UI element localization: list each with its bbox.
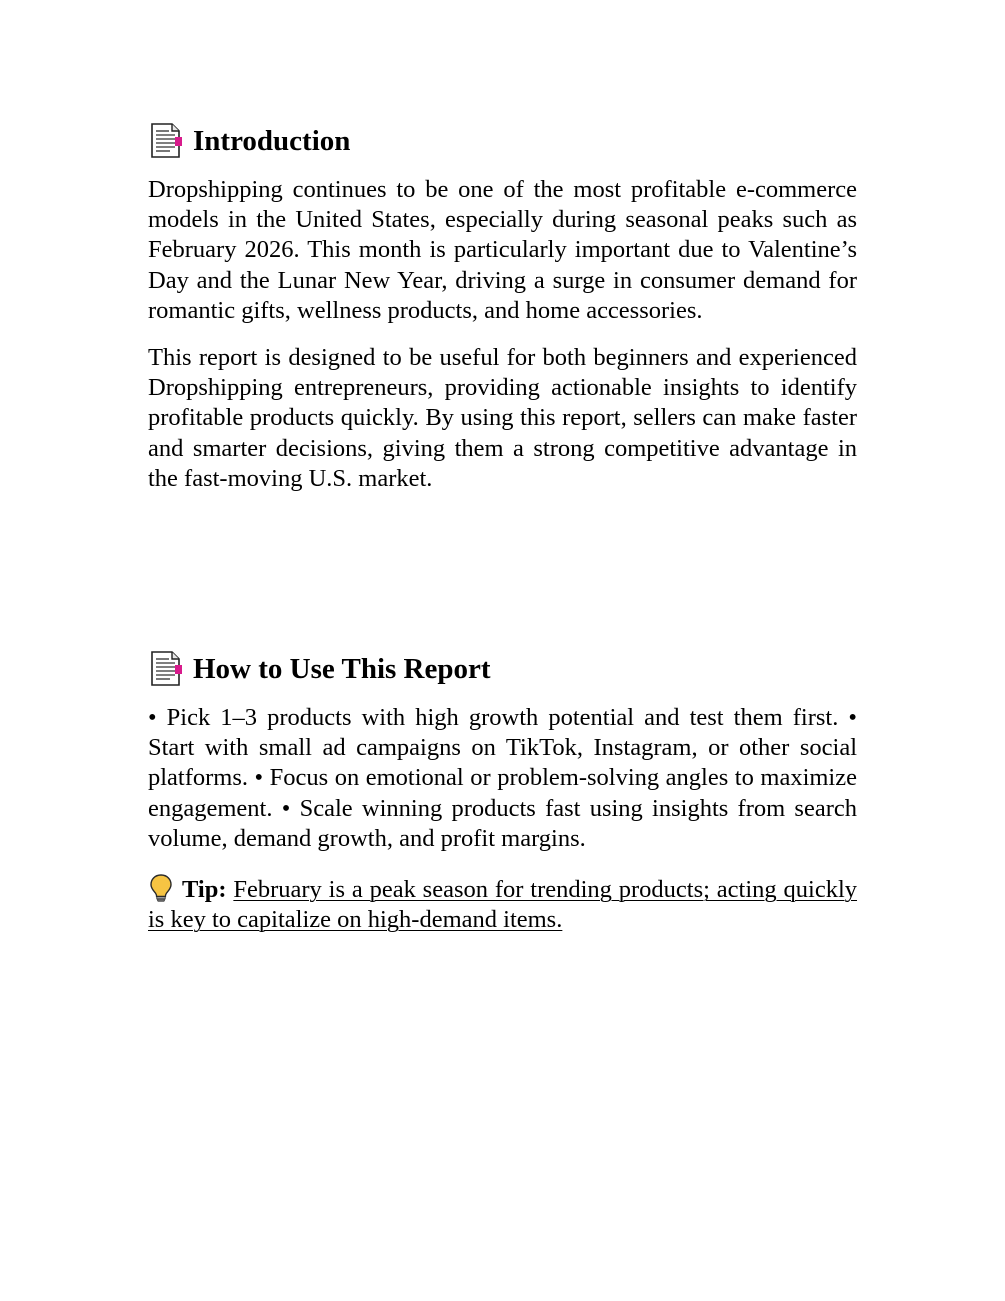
page-facing-up-icon bbox=[148, 122, 184, 160]
how-to-use-heading bbox=[148, 649, 857, 689]
light-bulb-icon bbox=[148, 873, 174, 903]
tip-callout bbox=[148, 873, 857, 935]
how-to-use-body: • Pick 1–3 products with high growth potential and test them first. • Start with small ad campaigns on TikTok, Instagram, or other social platforms. • Focus on emotional or problem-solving angles to maximize engagement. • Scale winning products fast using insights from search volume, demand growth, and profit margins. bbox=[148, 704, 857, 852]
introduction-paragraph-1: Dropshipping continues to be one of the most profitable e-commerce models in the United States, especially during seasonal peaks such as February 2026. This month is particularly important due to Valentine’s Day and the Lunar New Year, driving a surge in consumer demand for romantic gifts, wellness products, and home accessories. bbox=[148, 176, 857, 324]
tip-text: February is a peak season for trending products; acting quickly is key to capitalize on high-demand items. bbox=[148, 876, 858, 934]
page-facing-up-icon bbox=[148, 650, 184, 688]
introduction-title: Introduction bbox=[193, 125, 351, 157]
introduction-paragraph-2: This report is designed to be useful for both beginners and experienced Dropshipping entrepreneurs, providing actionable insights to identify profitable products quickly. By using this report, sellers can make faster and smarter decisions, giving them a strong competitive advantage in the fast-moving U.S. market. bbox=[148, 344, 857, 492]
introduction-heading bbox=[148, 121, 857, 161]
introduction-section bbox=[148, 121, 857, 494]
tip-label: Tip: bbox=[182, 876, 227, 904]
how-to-use-title: How to Use This Report bbox=[193, 653, 491, 685]
how-to-use-section bbox=[148, 649, 857, 935]
